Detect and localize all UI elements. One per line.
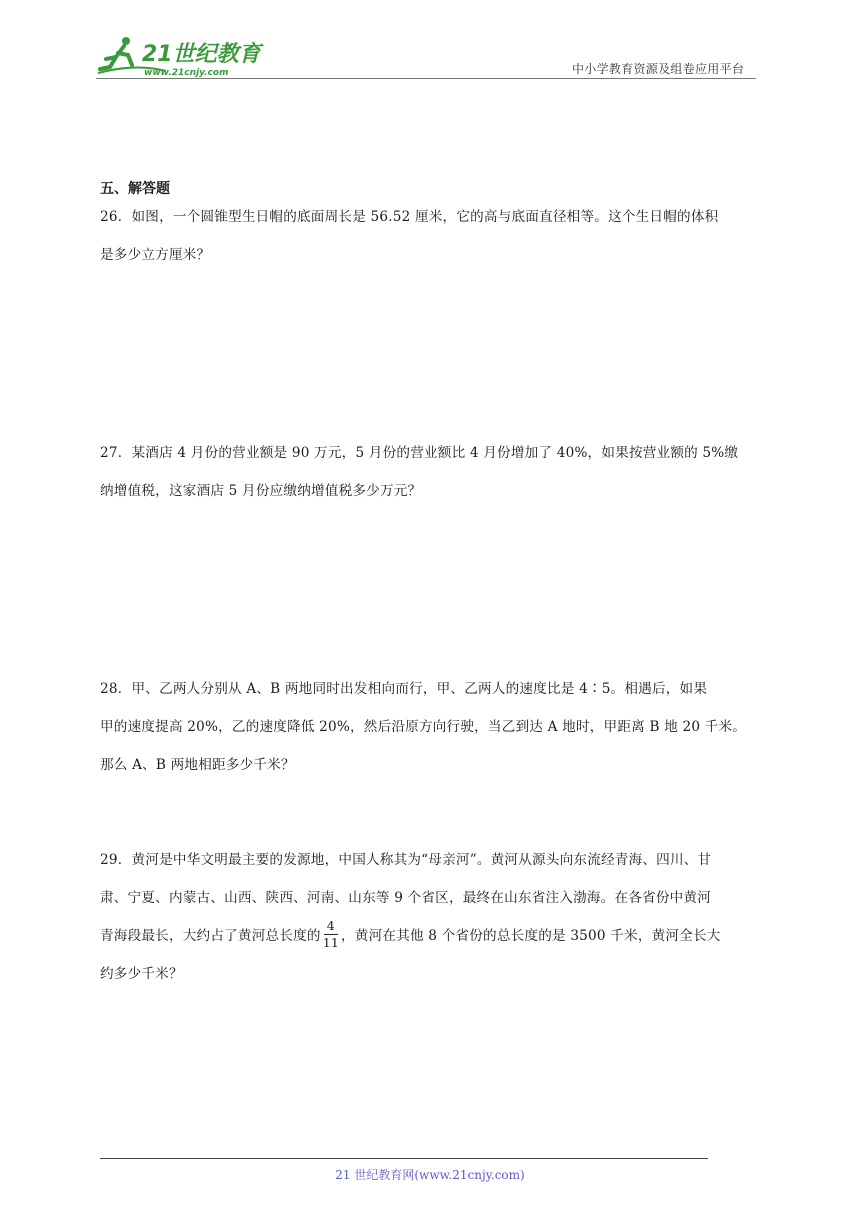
footer-divider	[100, 1158, 708, 1159]
site-logo	[96, 33, 266, 81]
question-27-line-2: 纳增值税，这家酒店 5 月份应缴纳增值税多少万元？	[100, 483, 422, 499]
fraction	[322, 919, 340, 950]
question-28-line-2: 甲的速度提高 20%，乙的速度降低 20%，然后沿原方向行驶，当乙到达 A 地时，甲距离 B 地 20 千米。	[100, 719, 747, 735]
platform-name: 中小学教育资源及组卷应用平台	[572, 62, 745, 76]
question-27-line-1: 27．某酒店 4 月份的营业额是 90 万元，5 月份的营业额比 4 月份增加了 40%，如果按营业额的 5%缴	[100, 445, 739, 461]
fraction-numerator: 4	[326, 918, 335, 933]
question-28-line-3: 那么 A、B 两地相距多少千米？	[100, 757, 295, 773]
question-29-line-3	[100, 917, 762, 955]
question-26	[100, 198, 762, 274]
question-28	[100, 670, 762, 784]
question-26-line-1: 26．如图，一个圆锥型生日帽的底面周长是 56.52 厘米，它的高与底面直径相等。这个生日帽的体积	[100, 209, 719, 225]
question-29-line-2: 肃、宁夏、内蒙古、山西、陕西、河南、山东等 9 个省区，最终在山东省注入渤海。在各省份中黄河	[100, 890, 712, 906]
logo-title: 21世纪教育	[142, 42, 261, 67]
question-28-line-1: 28．甲、乙两人分别从 A、B 两地同时出发相向而行，甲、乙两人的速度比是 4∶5。相遇后，如果	[100, 681, 708, 697]
question-26-line-2: 是多少立方厘米？	[100, 247, 211, 263]
question-27	[100, 434, 762, 510]
header-divider	[96, 78, 756, 79]
question-29-line-4: 约多少千米？	[100, 966, 183, 982]
fraction-denominator: 11	[322, 935, 340, 950]
question-29-line-3-before: 青海段最长，大约占了黄河总长度的	[100, 928, 321, 944]
question-29-line-1: 29．黄河是中华文明最主要的发源地，中国人称其为“母亲河”。黄河从源头向东流经青海、四川、甘	[100, 852, 712, 868]
question-29-line-3-after: ，黄河在其他 8 个省份的总长度的是 3500 千米，黄河全长大	[341, 928, 721, 944]
section-title: 五、解答题	[100, 181, 170, 197]
footer-link[interactable]: 21 世纪教育网(www.21cnjy.com)	[335, 1168, 525, 1182]
question-29	[100, 841, 762, 993]
logo-url: www.21cnjy.com	[144, 68, 229, 78]
